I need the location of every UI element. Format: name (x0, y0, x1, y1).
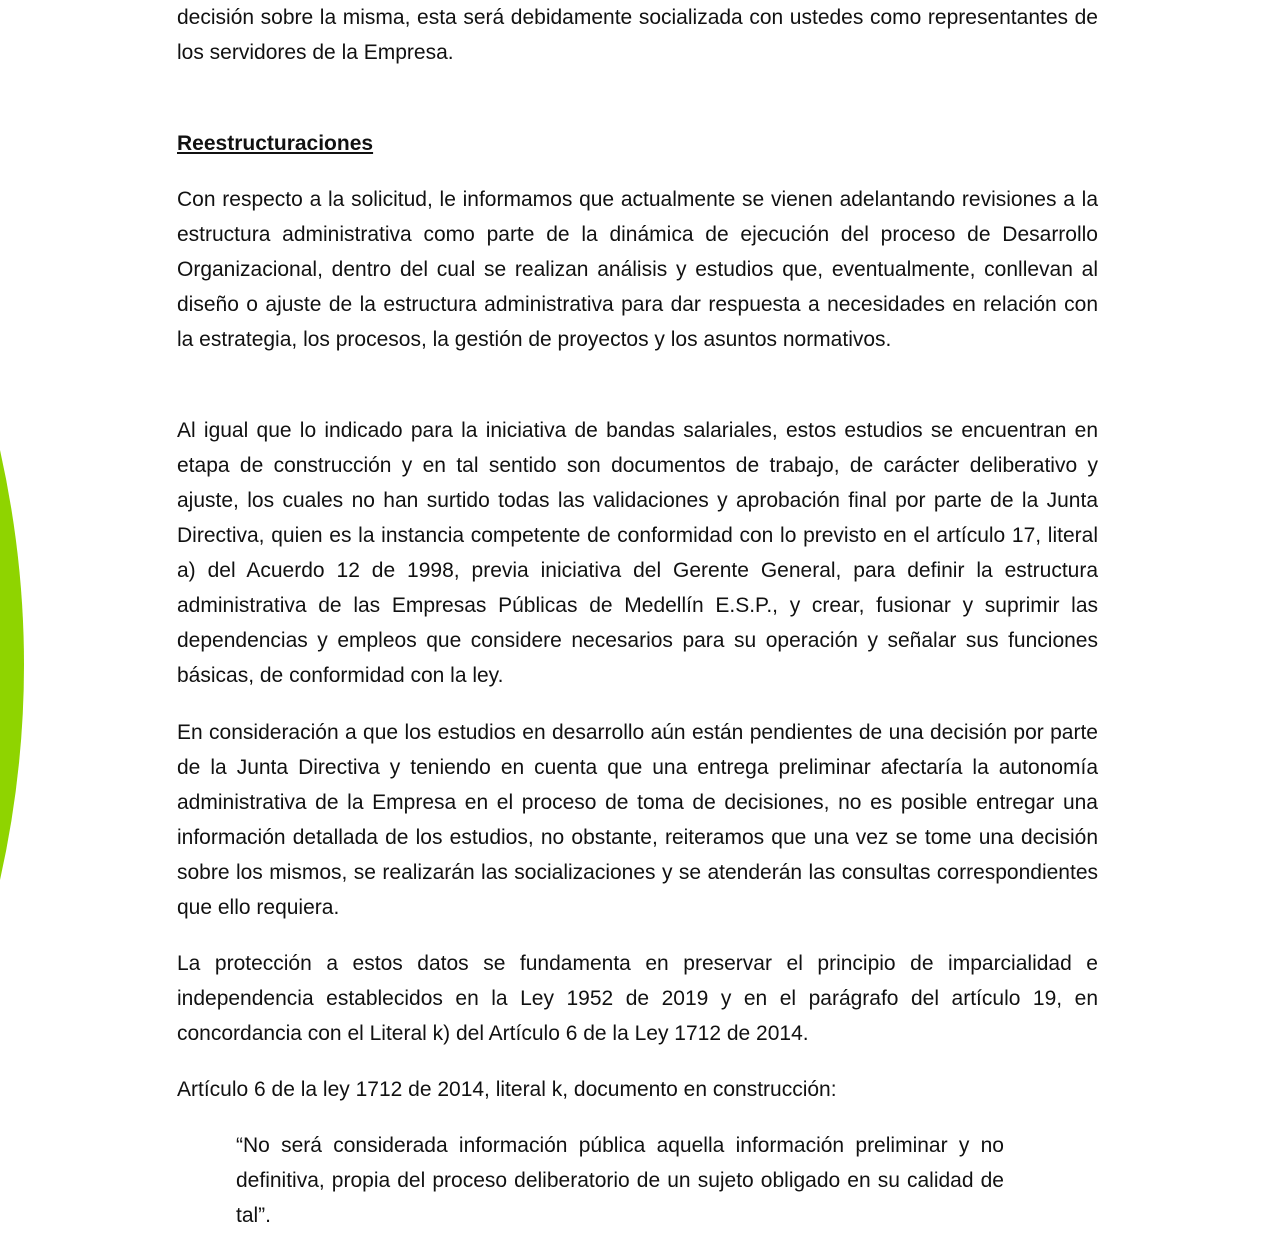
paragraph: Al igual que lo indicado para la iniciativa de bandas salariales, estos estudios se encuentran en etapa de construcción y en tal sentido son documentos de trabajo, de carácter deliberativo y ajuste, los cuales no han surtido todas las validaciones y aprobación final por parte de la Junta Directiva, quien es la instancia competente de conformidad con lo previsto en el artículo 17, literal a) del Acuerdo 12 de 1998, previa iniciativa del Gerente General, para definir la estructura administrativa de las Empresas Públicas de Medellín E.S.P., y crear, fusionar y suprimir las dependencias y empleos que considere necesarios para su operación y señalar sus funciones básicas, de conformidad con la ley. (177, 419, 1098, 687)
legal-quote (236, 1128, 1004, 1233)
paragraph-block-5 (177, 1072, 1098, 1107)
section-heading: Reestructuraciones (177, 132, 374, 155)
paragraph-block-3 (177, 715, 1098, 925)
document-body (177, 0, 1098, 70)
paragraph-block-4 (177, 946, 1098, 1051)
decorative-green-arc (0, 440, 48, 890)
paragraph-block-2 (177, 413, 1098, 693)
paragraph: La protección a estos datos se fundamenta en preservar el principio de imparcialidad e independencia establecidos en la Ley 1952 de 2019 y en el parágrafo del artículo 19, en concordancia con el Literal k) del Artículo 6 de la Ley 1712 de 2014. (177, 952, 1098, 1045)
section (177, 126, 1098, 161)
intro-paragraph: decisión sobre la misma, esta será debidamente socializada con ustedes como representantes de los servidores de la Empresa. (177, 6, 1098, 64)
quote-text: “No será considerada información pública aquella información preliminar y no definitiva, propia del proceso deliberatorio de un sujeto obligado en su calidad de tal”. (236, 1134, 1004, 1227)
paragraph: Con respecto a la solicitud, le informamos que actualmente se vienen adelantando revisiones a la estructura administrativa como parte de la dinámica de ejecución del proceso de Desarrollo Organizacional, dentro del cual se realizan análisis y estudios que, eventualmente, conllevan al diseño o ajuste de la estructura administrativa para dar respuesta a necesidades en relación con la estrategia, los procesos, la gestión de proyectos y los asuntos normativos. (177, 188, 1098, 351)
paragraph: Artículo 6 de la ley 1712 de 2014, literal k, documento en construcción: (177, 1078, 837, 1101)
paragraph: En consideración a que los estudios en desarrollo aún están pendientes de una decisión por parte de la Junta Directiva y teniendo en cuenta que una entrega preliminar afectaría la autonomía administrativa de la Empresa en el proceso de toma de decisiones, no es posible entregar una información detallada de los estudios, no obstante, reiteramos que una vez se tome una decisión sobre los mismos, se realizarán las socializaciones y se atenderán las consultas correspondientes que ello requiera. (177, 721, 1098, 919)
paragraph-block-1 (177, 182, 1098, 357)
